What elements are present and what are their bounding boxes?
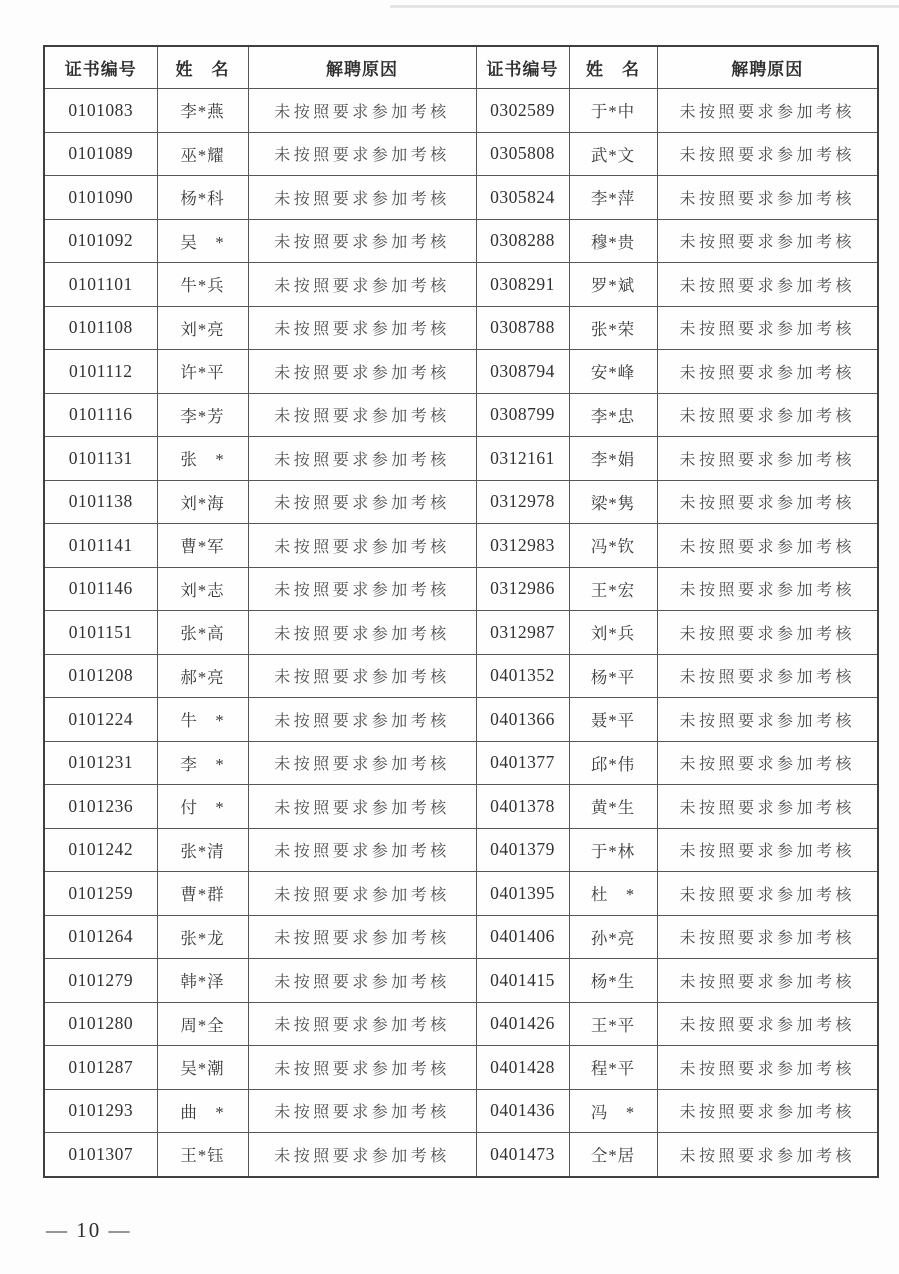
cert-no-cell-right: 0401352	[476, 654, 569, 698]
cert-no-cell-right: 0401415	[476, 959, 569, 1003]
reason-cell-right: 未按照要求参加考核	[657, 219, 878, 263]
reason-cell-right: 未按照要求参加考核	[657, 611, 878, 655]
table-row	[44, 350, 878, 394]
page-number: — 10 —	[46, 1218, 132, 1242]
name-cell-right: 于*中	[569, 89, 657, 133]
cert-no-cell-right: 0401426	[476, 1002, 569, 1046]
cert-no-cell-right: 0401378	[476, 785, 569, 829]
reason-cell-left: 未按照要求参加考核	[248, 1046, 476, 1090]
table-row	[44, 1133, 878, 1177]
reason-cell-right: 未按照要求参加考核	[657, 872, 878, 916]
cert-no-cell-right: 0312986	[476, 567, 569, 611]
reason-cell-left: 未按照要求参加考核	[248, 872, 476, 916]
reason-cell-left: 未按照要求参加考核	[248, 611, 476, 655]
reason-cell-left: 未按照要求参加考核	[248, 480, 476, 524]
reason-cell-right: 未按照要求参加考核	[657, 915, 878, 959]
col-header-name-left: 姓 名	[157, 46, 248, 89]
name-cell-left: 周*全	[157, 1002, 248, 1046]
table-row	[44, 567, 878, 611]
name-cell-left: 王*钰	[157, 1133, 248, 1177]
table-row	[44, 176, 878, 220]
cert-no-cell-right: 0308291	[476, 263, 569, 307]
name-cell-right: 仝*居	[569, 1133, 657, 1177]
reason-cell-left: 未按照要求参加考核	[248, 176, 476, 220]
cert-no-cell-left: 0101141	[44, 524, 157, 568]
reason-cell-left: 未按照要求参加考核	[248, 959, 476, 1003]
name-cell-left: 李*芳	[157, 393, 248, 437]
col-header-cert-no-left: 证书编号	[44, 46, 157, 89]
name-cell-left: 曲 *	[157, 1089, 248, 1133]
reason-cell-right: 未按照要求参加考核	[657, 437, 878, 481]
reason-cell-right: 未按照要求参加考核	[657, 654, 878, 698]
table-row	[44, 611, 878, 655]
name-cell-left: 韩*泽	[157, 959, 248, 1003]
dismissal-roster-table	[43, 45, 879, 1178]
cert-no-cell-left: 0101236	[44, 785, 157, 829]
cert-no-cell-left: 0101108	[44, 306, 157, 350]
name-cell-right: 杨*生	[569, 959, 657, 1003]
cert-no-cell-left: 0101307	[44, 1133, 157, 1177]
cert-no-cell-left: 0101280	[44, 1002, 157, 1046]
cert-no-cell-left: 0101293	[44, 1089, 157, 1133]
name-cell-right: 聂*平	[569, 698, 657, 742]
cert-no-cell-right: 0308799	[476, 393, 569, 437]
name-cell-left: 曹*军	[157, 524, 248, 568]
name-cell-left: 巫*耀	[157, 132, 248, 176]
reason-cell-left: 未按照要求参加考核	[248, 89, 476, 133]
col-header-cert-no-right: 证书编号	[476, 46, 569, 89]
name-cell-left: 牛 *	[157, 698, 248, 742]
table-row	[44, 306, 878, 350]
cert-no-cell-left: 0101101	[44, 263, 157, 307]
name-cell-right: 安*峰	[569, 350, 657, 394]
cert-no-cell-right: 0401366	[476, 698, 569, 742]
table-row	[44, 132, 878, 176]
reason-cell-right: 未按照要求参加考核	[657, 785, 878, 829]
name-cell-right: 李*萍	[569, 176, 657, 220]
col-header-reason-left: 解聘原因	[248, 46, 476, 89]
table-row	[44, 1089, 878, 1133]
cert-no-cell-right: 0305824	[476, 176, 569, 220]
cert-no-cell-right: 0401395	[476, 872, 569, 916]
cert-no-cell-left: 0101131	[44, 437, 157, 481]
cert-no-cell-left: 0101083	[44, 89, 157, 133]
cert-no-cell-left: 0101151	[44, 611, 157, 655]
reason-cell-right: 未按照要求参加考核	[657, 1133, 878, 1177]
cert-no-cell-left: 0101287	[44, 1046, 157, 1090]
name-cell-left: 刘*海	[157, 480, 248, 524]
cert-no-cell-left: 0101092	[44, 219, 157, 263]
cert-no-cell-left: 0101224	[44, 698, 157, 742]
name-cell-left: 吴 *	[157, 219, 248, 263]
cert-no-cell-left: 0101259	[44, 872, 157, 916]
scan-artifact	[390, 5, 899, 8]
cert-no-cell-left: 0101090	[44, 176, 157, 220]
col-header-name-right: 姓 名	[569, 46, 657, 89]
reason-cell-left: 未按照要求参加考核	[248, 741, 476, 785]
reason-cell-right: 未按照要求参加考核	[657, 480, 878, 524]
name-cell-left: 曹*群	[157, 872, 248, 916]
reason-cell-left: 未按照要求参加考核	[248, 524, 476, 568]
name-cell-left: 牛*兵	[157, 263, 248, 307]
name-cell-right: 黄*生	[569, 785, 657, 829]
reason-cell-right: 未按照要求参加考核	[657, 1002, 878, 1046]
table-row	[44, 1002, 878, 1046]
name-cell-left: 张*清	[157, 828, 248, 872]
cert-no-cell-right: 0312978	[476, 480, 569, 524]
table-row	[44, 524, 878, 568]
cert-no-cell-right: 0401377	[476, 741, 569, 785]
name-cell-left: 刘*亮	[157, 306, 248, 350]
reason-cell-right: 未按照要求参加考核	[657, 524, 878, 568]
reason-cell-left: 未按照要求参加考核	[248, 698, 476, 742]
reason-cell-right: 未按照要求参加考核	[657, 959, 878, 1003]
cert-no-cell-left: 0101138	[44, 480, 157, 524]
table-row	[44, 959, 878, 1003]
reason-cell-right: 未按照要求参加考核	[657, 263, 878, 307]
reason-cell-right: 未按照要求参加考核	[657, 176, 878, 220]
name-cell-left: 张*龙	[157, 915, 248, 959]
name-cell-right: 李*娟	[569, 437, 657, 481]
name-cell-right: 穆*贵	[569, 219, 657, 263]
table-row	[44, 1046, 878, 1090]
name-cell-left: 张 *	[157, 437, 248, 481]
cert-no-cell-right: 0302589	[476, 89, 569, 133]
reason-cell-left: 未按照要求参加考核	[248, 132, 476, 176]
reason-cell-left: 未按照要求参加考核	[248, 1133, 476, 1177]
table-row	[44, 89, 878, 133]
name-cell-right: 罗*斌	[569, 263, 657, 307]
cert-no-cell-right: 0305808	[476, 132, 569, 176]
cert-no-cell-right: 0401436	[476, 1089, 569, 1133]
cert-no-cell-right: 0308794	[476, 350, 569, 394]
table-row	[44, 785, 878, 829]
cert-no-cell-left: 0101089	[44, 132, 157, 176]
reason-cell-right: 未按照要求参加考核	[657, 1089, 878, 1133]
table-row	[44, 480, 878, 524]
reason-cell-left: 未按照要求参加考核	[248, 263, 476, 307]
name-cell-right: 王*平	[569, 1002, 657, 1046]
cert-no-cell-right: 0312987	[476, 611, 569, 655]
reason-cell-left: 未按照要求参加考核	[248, 1002, 476, 1046]
table-header-row	[44, 46, 878, 89]
name-cell-right: 李*忠	[569, 393, 657, 437]
reason-cell-right: 未按照要求参加考核	[657, 350, 878, 394]
name-cell-right: 梁*隽	[569, 480, 657, 524]
reason-cell-left: 未按照要求参加考核	[248, 567, 476, 611]
reason-cell-right: 未按照要求参加考核	[657, 393, 878, 437]
name-cell-right: 冯 *	[569, 1089, 657, 1133]
reason-cell-left: 未按照要求参加考核	[248, 350, 476, 394]
name-cell-left: 李*燕	[157, 89, 248, 133]
reason-cell-right: 未按照要求参加考核	[657, 828, 878, 872]
name-cell-left: 李 *	[157, 741, 248, 785]
reason-cell-left: 未按照要求参加考核	[248, 654, 476, 698]
name-cell-left: 杨*科	[157, 176, 248, 220]
cert-no-cell-left: 0101264	[44, 915, 157, 959]
reason-cell-left: 未按照要求参加考核	[248, 219, 476, 263]
cert-no-cell-left: 0101112	[44, 350, 157, 394]
name-cell-right: 程*平	[569, 1046, 657, 1090]
name-cell-right: 王*宏	[569, 567, 657, 611]
reason-cell-right: 未按照要求参加考核	[657, 741, 878, 785]
table-row	[44, 393, 878, 437]
name-cell-right: 刘*兵	[569, 611, 657, 655]
table-row	[44, 915, 878, 959]
reason-cell-left: 未按照要求参加考核	[248, 306, 476, 350]
col-header-reason-right: 解聘原因	[657, 46, 878, 89]
table-row	[44, 741, 878, 785]
table-row	[44, 437, 878, 481]
reason-cell-left: 未按照要求参加考核	[248, 437, 476, 481]
table-row	[44, 263, 878, 307]
cert-no-cell-left: 0101116	[44, 393, 157, 437]
table-row	[44, 654, 878, 698]
cert-no-cell-left: 0101146	[44, 567, 157, 611]
cert-no-cell-right: 0308788	[476, 306, 569, 350]
reason-cell-right: 未按照要求参加考核	[657, 89, 878, 133]
name-cell-left: 许*平	[157, 350, 248, 394]
name-cell-right: 于*林	[569, 828, 657, 872]
name-cell-left: 吴*潮	[157, 1046, 248, 1090]
cert-no-cell-left: 0101279	[44, 959, 157, 1003]
cert-no-cell-right: 0401406	[476, 915, 569, 959]
reason-cell-left: 未按照要求参加考核	[248, 785, 476, 829]
reason-cell-right: 未按照要求参加考核	[657, 698, 878, 742]
cert-no-cell-right: 0308288	[476, 219, 569, 263]
cert-no-cell-right: 0401473	[476, 1133, 569, 1177]
reason-cell-left: 未按照要求参加考核	[248, 915, 476, 959]
name-cell-right: 杜 *	[569, 872, 657, 916]
cert-no-cell-left: 0101231	[44, 741, 157, 785]
cert-no-cell-right: 0401428	[476, 1046, 569, 1090]
reason-cell-left: 未按照要求参加考核	[248, 828, 476, 872]
name-cell-right: 冯*钦	[569, 524, 657, 568]
name-cell-left: 郝*亮	[157, 654, 248, 698]
name-cell-right: 邱*伟	[569, 741, 657, 785]
name-cell-left: 付 *	[157, 785, 248, 829]
name-cell-left: 刘*志	[157, 567, 248, 611]
cert-no-cell-right: 0401379	[476, 828, 569, 872]
table-row	[44, 698, 878, 742]
reason-cell-right: 未按照要求参加考核	[657, 306, 878, 350]
cert-no-cell-right: 0312161	[476, 437, 569, 481]
name-cell-right: 杨*平	[569, 654, 657, 698]
name-cell-right: 武*文	[569, 132, 657, 176]
reason-cell-left: 未按照要求参加考核	[248, 393, 476, 437]
reason-cell-left: 未按照要求参加考核	[248, 1089, 476, 1133]
cert-no-cell-right: 0312983	[476, 524, 569, 568]
name-cell-left: 张*高	[157, 611, 248, 655]
table-row	[44, 219, 878, 263]
reason-cell-right: 未按照要求参加考核	[657, 132, 878, 176]
name-cell-right: 孙*亮	[569, 915, 657, 959]
table-row	[44, 828, 878, 872]
name-cell-right: 张*荣	[569, 306, 657, 350]
cert-no-cell-left: 0101208	[44, 654, 157, 698]
table-row	[44, 872, 878, 916]
reason-cell-right: 未按照要求参加考核	[657, 567, 878, 611]
cert-no-cell-left: 0101242	[44, 828, 157, 872]
reason-cell-right: 未按照要求参加考核	[657, 1046, 878, 1090]
